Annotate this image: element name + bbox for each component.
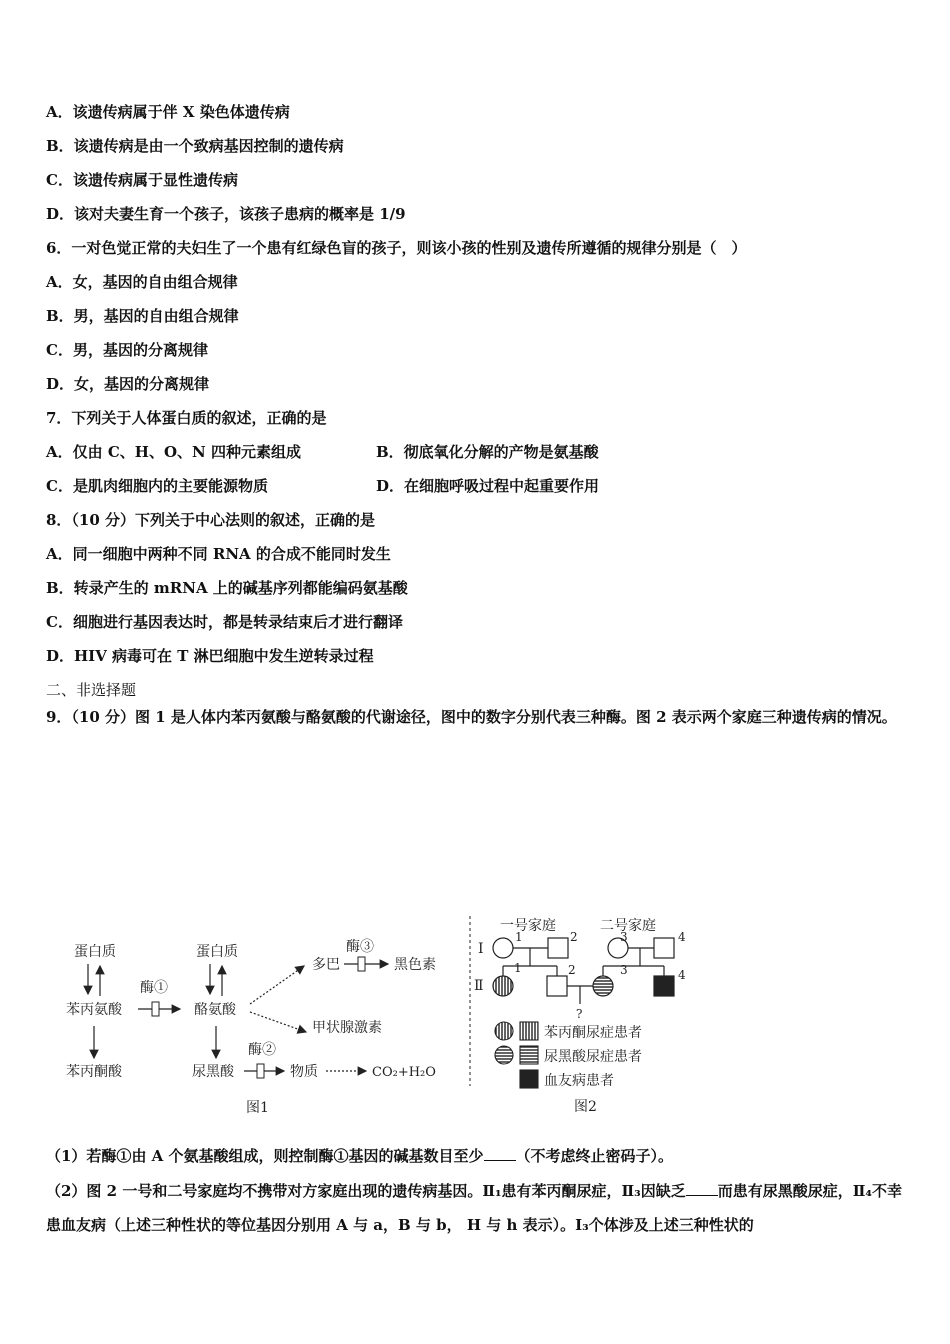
q5-option-a: A．该遗传病属于伴 X 染色体遗传病 [46, 103, 290, 121]
q9-sub1-text-b: （不考虑终止密码子）。 [515, 1147, 674, 1165]
fig2-I2-num: 2 [570, 930, 578, 944]
fig1-phenylalanine: 苯丙氨酸 [66, 1002, 122, 1018]
fig2-I2-male [548, 938, 568, 958]
fig2-legend1-circle [495, 1022, 513, 1040]
q9-sub2-blank[interactable] [686, 1181, 718, 1196]
fig2-I1-num: 1 [515, 930, 523, 944]
fig2-I4-num: 4 [678, 930, 686, 944]
fig2-II4-affected-hemophilia [654, 976, 674, 996]
fig2-I3-num: 3 [620, 930, 628, 944]
fig2-legend2-square [520, 1046, 538, 1064]
fig2-legend2-circle [495, 1046, 513, 1064]
q9-sub1-blank[interactable] [484, 1146, 516, 1161]
fig2-legend1-square [520, 1022, 538, 1040]
q9-figures [60, 908, 720, 1123]
q8-option-d: D．HIV 病毒可在 T 淋巴细胞中发生逆转录过程 [46, 647, 374, 665]
fig1-co2-h2o: CO₂+H₂O [372, 1065, 436, 1080]
q7-option-c: C．是肌肉细胞内的主要能源物质 [46, 477, 268, 495]
fig2-family2-label: 二号家庭 [600, 918, 656, 934]
fig1-block-enzyme1 [152, 1002, 159, 1016]
q5-option-b: B．该遗传病是由一个致病基因控制的遗传病 [46, 137, 344, 155]
q6-option-b: B．男，基因的自由组合规律 [46, 307, 239, 325]
fig2-II2-num: 2 [568, 963, 576, 977]
fig2-legend3-label: 血友病患者 [544, 1073, 614, 1089]
fig1-arrow-to-dopa [250, 966, 304, 1004]
fig2-gen1-label: I [478, 941, 484, 957]
fig2-legend1-label: 苯丙酮尿症患者 [544, 1025, 642, 1041]
q6-option-d: D．女，基因的分离规律 [46, 375, 210, 393]
fig1-thyroxine: 甲状腺激素 [312, 1020, 382, 1036]
fig1-enzyme2-label: 酶② [248, 1042, 276, 1058]
q8-stem: 8．（10 分）下列关于中心法则的叙述，正确的是 [46, 511, 376, 529]
q5-option-d: D．该对夫妻生育一个孩子，该孩子患病的概率是 1/9 [46, 205, 406, 223]
q7-stem: 7．下列关于人体蛋白质的叙述，正确的是 [46, 409, 327, 427]
fig1-enzyme3-label: 酶③ [346, 939, 374, 955]
fig1-block-enzyme3 [358, 957, 365, 971]
fig1-substance: 物质 [290, 1064, 318, 1080]
section-title: 二、非选择题 [46, 681, 137, 699]
fig2-unknown-child: ? [576, 1007, 583, 1021]
fig1-melanin: 黑色素 [394, 957, 436, 973]
q8-option-b: B．转录产生的 mRNA 上的碱基序列都能编码氨基酸 [46, 579, 408, 597]
q5-option-c: C．该遗传病属于显性遗传病 [46, 171, 238, 189]
q9-stem: 9．（10 分）图 1 是人体内苯丙氨酸与酪氨酸的代谢途径，图中的数字分别代表三种酶。图 2 表示两个家庭三种遗传病的情况。 [46, 708, 897, 726]
q7-option-b: B．彻底氧化分解的产物是氨基酸 [376, 443, 599, 461]
fig2-II3-num: 3 [620, 963, 628, 977]
fig2-legend2-label: 尿黑酸尿症患者 [544, 1049, 642, 1065]
q8-option-c: C．细胞进行基因表达时，都是转录结束后才进行翻译 [46, 613, 403, 631]
q7-option-d: D．在细胞呼吸过程中起重要作用 [376, 477, 600, 495]
fig1-protein-right: 蛋白质 [196, 944, 238, 960]
q8-option-a: A．同一细胞中两种不同 RNA 的合成不能同时发生 [46, 545, 391, 563]
fig1-enzyme1-label: 酶① [140, 980, 168, 996]
q9-sub1 [46, 1146, 673, 1166]
fig1-arrow-to-thyroxine [250, 1012, 306, 1032]
fig1-phenylpyruvic-acid: 苯丙酮酸 [66, 1064, 122, 1080]
q9-sub2 [46, 1174, 908, 1242]
fig2-I4-male [654, 938, 674, 958]
q6-option-a: A．女，基因的自由组合规律 [46, 273, 238, 291]
fig1-block-enzyme2 [257, 1064, 264, 1078]
fig2-I1-female [493, 938, 513, 958]
q9-sub2-text-a: （2）图 2 一号和二号家庭均不携带对方家庭出现的遗传病基因。Ⅱ₁患有苯丙酮尿症，Ⅱ₃因缺乏 [46, 1182, 686, 1200]
fig2-II4-num: 4 [678, 968, 686, 982]
fig1-tyrosine: 酪氨酸 [194, 1002, 236, 1018]
fig1-homogentisic-acid: 尿黑酸 [192, 1064, 234, 1080]
fig2-family1-label: 一号家庭 [500, 918, 556, 934]
fig2-II1-num: 1 [514, 961, 522, 975]
fig1-protein-left: 蛋白质 [74, 944, 116, 960]
q9-sub1-text-a: （1）若酶①由 A 个氨基酸组成，则控制酶①基因的碱基数目至少 [46, 1147, 484, 1165]
fig1-caption: 图1 [246, 1100, 269, 1116]
fig2-caption: 图2 [574, 1099, 597, 1115]
q6-option-c: C．男，基因的分离规律 [46, 341, 208, 359]
figure-svg [60, 908, 720, 1123]
fig2-gen2-label: Ⅱ [474, 978, 484, 994]
fig2-II2-male [547, 976, 567, 996]
fig2-II3-affected-alk [593, 976, 613, 996]
q9-sub2-text-b: 而患有尿黑酸尿症，Ⅱ₄不幸患血友病（上述三种性状的等位基因分别用 A 与 a，B 与 b， H 与 h 表示）。I₃个体涉及上述三种性状的 [46, 1182, 902, 1234]
fig2-legend3-square [520, 1070, 538, 1088]
q7-option-a: A．仅由 C、H、O、N 四种元素组成 [46, 443, 301, 461]
fig1-dopa: 多巴 [312, 957, 340, 973]
q6-stem: 6．一对色觉正常的夫妇生了一个患有红绿色盲的孩子，则该小孩的性别及遗传所遵循的规律分别是（ ） [46, 239, 747, 257]
fig2-II1-affected-pku [493, 976, 513, 996]
